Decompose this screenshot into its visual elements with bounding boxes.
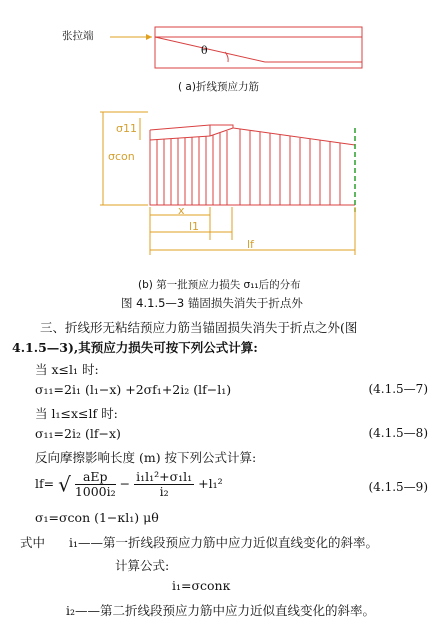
equation-4-1-5-8: σ₁₁=2i₂ (lf−x) [35, 426, 121, 441]
i1-formula: i₁=σconκ [172, 578, 231, 593]
i1-text: ——第一折线段预应力筋中应力近似直线变化的斜率。 [78, 535, 379, 550]
paragraph-line-1: 三、折线形无粘结预应力筋当锚固损失消失于折点之外(图 [40, 320, 358, 335]
equation-sigma1: σ₁=σcon (1−κl₁) μθ [35, 510, 159, 525]
theta-label: θ [201, 44, 208, 57]
figure-a-caption: ( a)折线预应力筋 [178, 81, 259, 93]
i2-symbol: i₂ [66, 603, 76, 618]
sigma11-label: σ11 [116, 122, 137, 135]
equation-number-7: (4.1.5—7) [368, 382, 428, 396]
eq9-num1: aEp [75, 470, 116, 485]
reverse-friction-text: 反向摩擦影响长度 (m) 按下列公式计算: [35, 450, 257, 465]
sigmacon-label: σcon [108, 150, 135, 163]
equation-number-8: (4.1.5—8) [368, 426, 428, 440]
eq9-num2: i₁l₁²+σ₁l₁ [136, 469, 193, 484]
calc-label: 计算公式: [115, 558, 170, 573]
definition-i1 [20, 533, 378, 551]
eq9-minus: − [119, 476, 131, 491]
eq9-den2: i₂ [159, 484, 169, 499]
lf-label: lf [247, 238, 254, 251]
eq9-fraction-1 [75, 470, 116, 499]
equation-4-1-5-7: σ₁₁=2i₁ (l₁−x) +2σf₁+2i₂ (lf−l₁) [35, 382, 232, 397]
anchor-label: 张拉端 [62, 30, 94, 42]
figure-title: 图 4.1.5—3 锚固损失消失于折点外 [121, 296, 303, 310]
definition-i2 [66, 601, 375, 619]
case-1-label: 当 x≤l₁ 时: [35, 362, 99, 377]
paragraph-line-2: 4.1.5—3),其预应力损失可按下列公式计算: [12, 340, 258, 355]
l1-label: l1 [189, 220, 200, 233]
i1-symbol: i₁ [69, 535, 79, 550]
eq9-fraction-2 [134, 470, 194, 499]
i2-text: ——第二折线段预应力筋中应力近似直线变化的斜率。 [75, 603, 376, 618]
eq9-lhs: lf= [35, 476, 55, 491]
figure-b-distribution [150, 125, 355, 205]
case-2-label: 当 l₁≤x≤lf 时: [35, 406, 118, 421]
defs-prefix: 式中 [20, 535, 46, 550]
figure-a-beam [155, 27, 362, 68]
sqrt-icon: √ [58, 472, 71, 497]
figure-b-caption: (b) 第一批预应力损失 σ₁₁后的分布 [138, 279, 301, 291]
figure-a-arrow [110, 34, 152, 40]
x-label: x [178, 204, 185, 217]
equation-4-1-5-9 [35, 470, 223, 499]
eq9-den1: 1000i₂ [74, 484, 116, 499]
eq9-tail: +l₁² [198, 476, 223, 491]
equation-number-9: (4.1.5—9) [368, 480, 428, 494]
